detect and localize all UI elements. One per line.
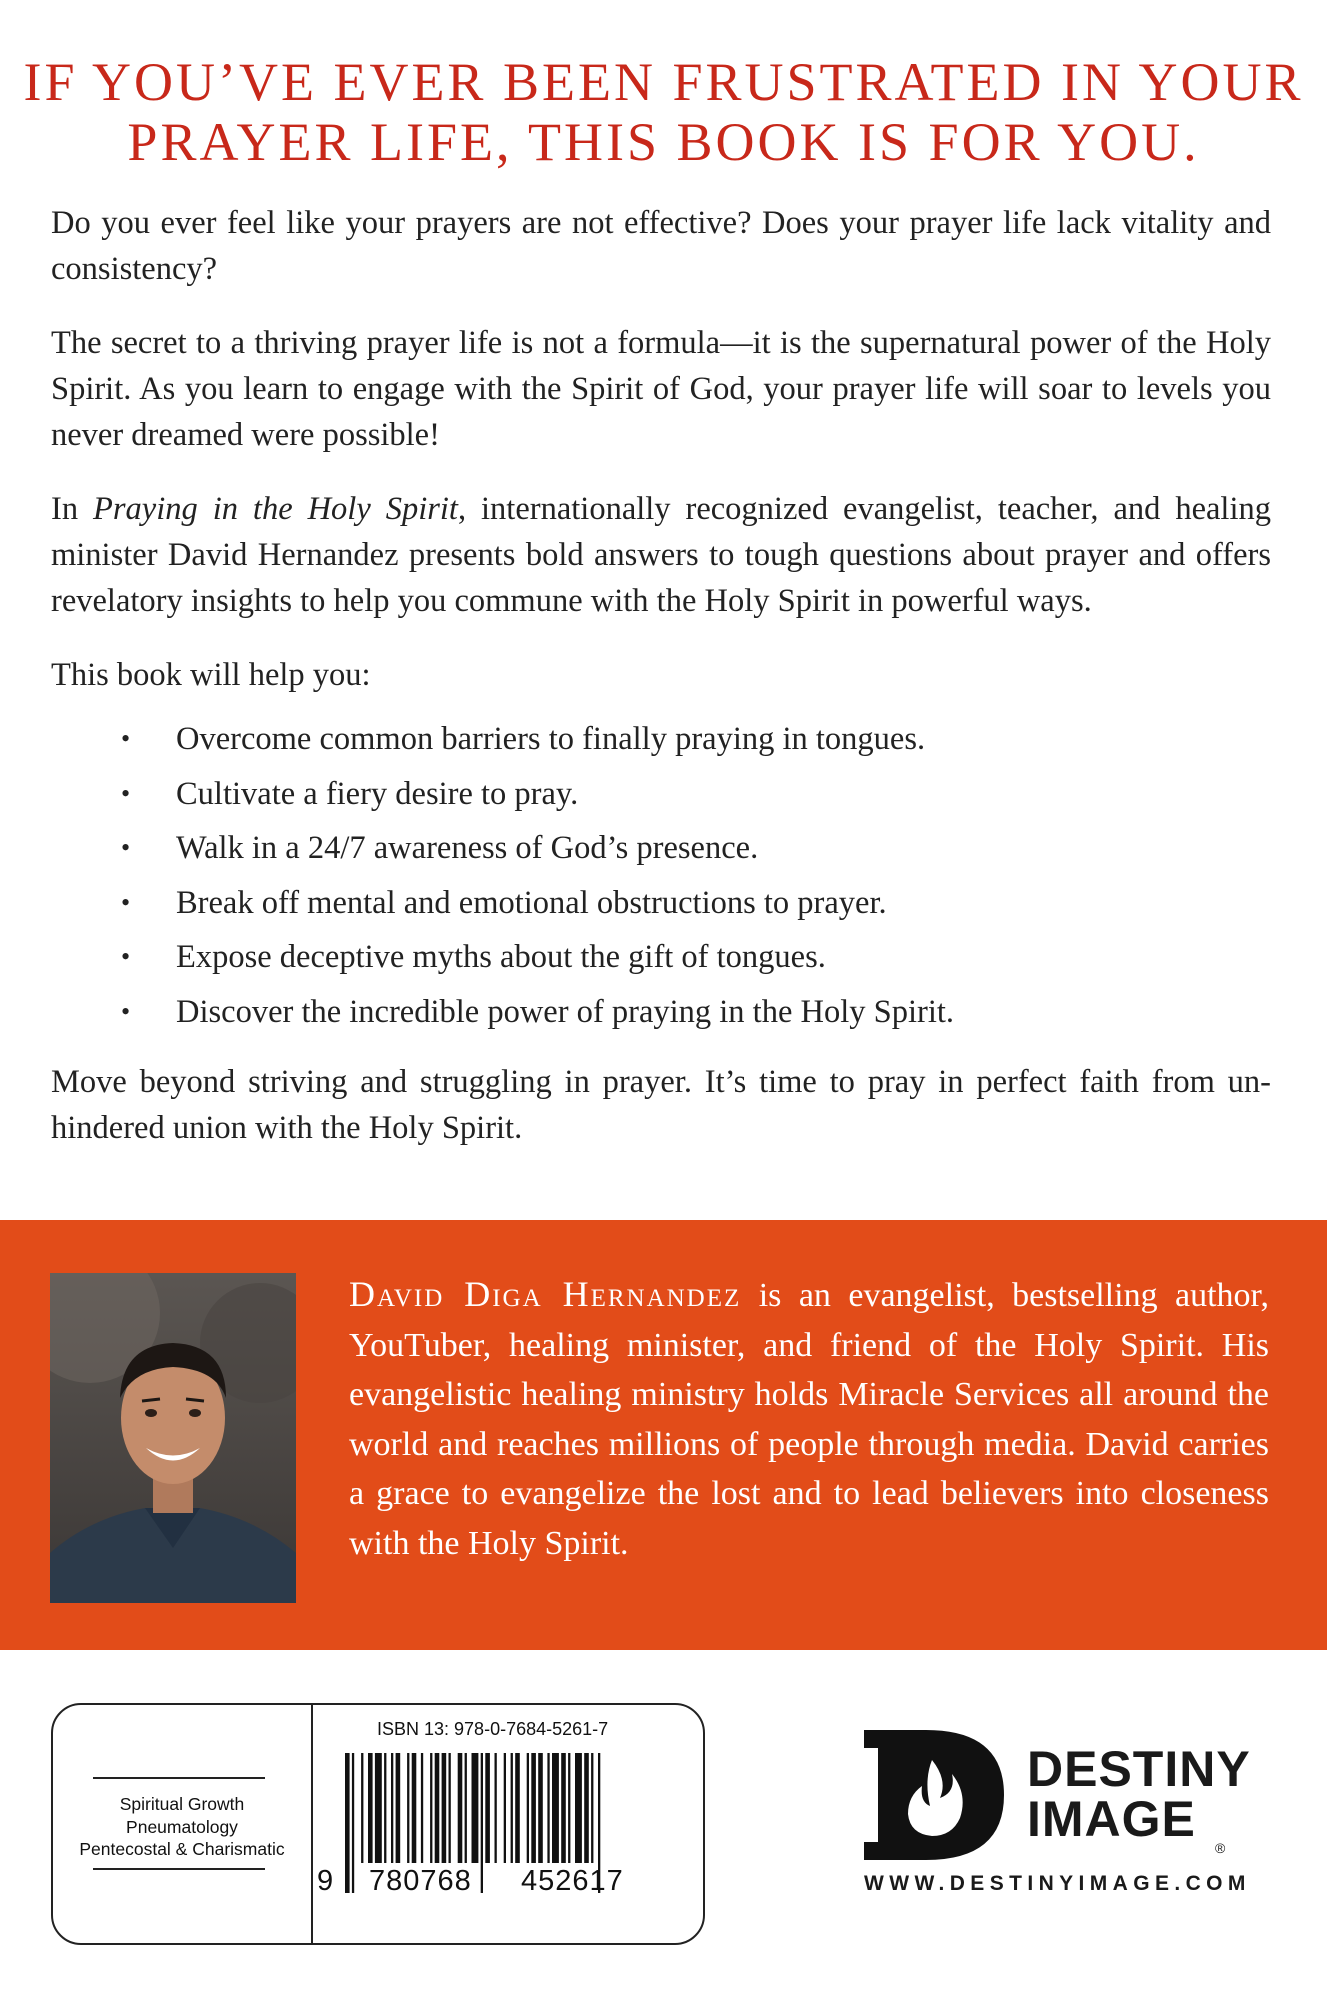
barcode-bar: [449, 1753, 451, 1863]
list-item-text: Expose deceptive myths about the gift of tongues.: [176, 939, 826, 975]
category-top-rule: [93, 1777, 265, 1779]
barcode-bar: [384, 1753, 386, 1863]
barcode-bar: [561, 1753, 566, 1863]
list-item-text: Overcome common barriers to finally praying in tongues.: [176, 721, 926, 757]
barcode-bar: [504, 1753, 506, 1863]
barcode-bar: [421, 1753, 423, 1863]
barcode-bar: [547, 1753, 549, 1863]
barcode-panel: [51, 1703, 705, 1945]
barcode-bar: [591, 1753, 593, 1863]
barcode-digits-group-2: 452617: [521, 1865, 624, 1897]
barcode-bar: [345, 1753, 350, 1893]
barcode-bar: [538, 1753, 543, 1863]
description-paragraph-2: The secret to a thriving prayer life is not a formula—it is the supernatural power of the Holy Spirit. As you learn to engage with the Spirit of God, your prayer life will soar to levels you never dreamed were possible!: [51, 325, 1271, 453]
paragraph-3-rest: , internationally recognized evangelist, teacher, and healing minister David Hernandez presents bold answers to tough questions about prayer and offers revelatory insights to help you commune with the Holy Spirit in powerful ways.: [51, 491, 1271, 619]
list-item: [51, 821, 1271, 876]
closing-paragraph: Move beyond striving and struggling in prayer. It’s time to pray in perfect faith from unhindered union with the Holy Spirit.: [51, 1064, 1271, 1146]
barcode-bar: [430, 1753, 432, 1863]
paragraph-3-prefix: In: [51, 491, 94, 527]
publisher-name: [1027, 1741, 1251, 1847]
author-bio: [349, 1270, 1269, 1568]
headline-line-1: IF YOU’VE EVER BEEN FRUSTRATED IN YOUR: [23, 52, 1304, 112]
barcode-lead-digit: 9: [317, 1865, 335, 1897]
barcode-bar: [375, 1753, 382, 1863]
list-item-text: Break off mental and emotional obstructions to prayer.: [176, 884, 887, 921]
barcode-bar: [412, 1753, 417, 1863]
category-bottom-rule: [93, 1868, 265, 1870]
list-item-text: Discover the incredible power of praying in the Holy Spirit.: [176, 993, 955, 1030]
barcode-bar: [458, 1753, 463, 1863]
barcode-bar: [396, 1753, 401, 1863]
barcode-bar: [495, 1753, 497, 1863]
barcode-bar: [511, 1753, 513, 1863]
category-item: Pentecostal & Charismatic: [79, 1839, 285, 1859]
bullet-icon: •: [121, 996, 131, 1026]
author-photo: [50, 1273, 296, 1603]
list-item: [51, 767, 1271, 822]
author-portrait-icon: [50, 1273, 296, 1603]
barcode-bar: [552, 1753, 559, 1863]
barcode-bar: [361, 1753, 363, 1863]
list-intro: This book will help you:: [51, 657, 371, 693]
list-item: [51, 985, 1271, 1040]
bullet-icon: •: [121, 833, 131, 862]
destiny-image-logo-icon: [864, 1730, 1014, 1860]
barcode-bar: [575, 1753, 582, 1863]
barcode-bar: [485, 1753, 490, 1863]
barcode-digits-group-1: 780768: [369, 1865, 472, 1897]
list-item: [51, 930, 1271, 985]
publisher-name-line-2: IMAGE: [1027, 1791, 1196, 1847]
list-item: [51, 712, 1271, 767]
barcode-bar: [465, 1753, 467, 1863]
publisher-url: WWW.DESTINYIMAGE.COM: [864, 1872, 1251, 1895]
author-name: David Diga Hernandez: [349, 1274, 742, 1314]
barcode-bar: [407, 1753, 409, 1863]
category-panel: [53, 1705, 313, 1943]
author-band: [0, 1220, 1327, 1650]
description-paragraph-1: Do you ever feel like your prayers are not effective? Does your prayer life lack vitality and consistency?: [51, 205, 1271, 287]
category-item: Spiritual Growth: [119, 1794, 245, 1814]
book-title: Praying in the Holy Spirit: [93, 491, 458, 527]
category-item: Pneumatology: [126, 1816, 238, 1837]
headline-line-2: PRAYER LIFE, THIS BOOK IS FOR YOU.: [127, 112, 1200, 172]
bullet-icon: •: [121, 724, 131, 753]
barcode-bar: [391, 1753, 393, 1863]
description-paragraph-3: [51, 486, 1271, 624]
barcode-bar: [527, 1753, 529, 1863]
list-item: [51, 876, 1271, 931]
barcode-bar: [352, 1753, 354, 1893]
publisher-name-line-1: DESTINY: [1027, 1741, 1251, 1797]
barcode-bar: [531, 1753, 536, 1863]
bullet-icon: •: [121, 778, 131, 808]
isbn-label: ISBN 13: 978-0-7684-5261-7: [377, 1719, 609, 1739]
bullet-icon: •: [121, 887, 131, 917]
barcode-bar: [584, 1753, 589, 1863]
category-list: [53, 1793, 311, 1861]
headline: [0, 52, 1327, 172]
barcode-bar: [442, 1753, 447, 1863]
book-description: [51, 200, 1271, 1179]
barcode-bar: [472, 1753, 479, 1863]
benefit-list: [51, 712, 1271, 1039]
bullet-icon: •: [121, 942, 131, 971]
barcode-bar: [515, 1753, 520, 1863]
barcode-bar: [568, 1753, 570, 1863]
barcode-bar: [435, 1753, 440, 1863]
list-item-text: Walk in a 24/7 awareness of God’s presence.: [176, 830, 759, 866]
list-item-text: Cultivate a fiery desire to pray.: [176, 775, 579, 812]
registered-mark: ®: [1215, 1840, 1226, 1856]
barcode-bar: [481, 1753, 483, 1893]
barcode-bar: [368, 1753, 373, 1863]
author-bio-text: is an evangelist, bestselling author, YouTuber, healing minister, and friend of the Holy Spirit. His evangelistic healing ministry holds Miracle Services all around the world and reaches millions of people through media. David carries a grace to evangelize the lost and to lead believers into closeness with the Holy Spirit.: [349, 1277, 1269, 1562]
